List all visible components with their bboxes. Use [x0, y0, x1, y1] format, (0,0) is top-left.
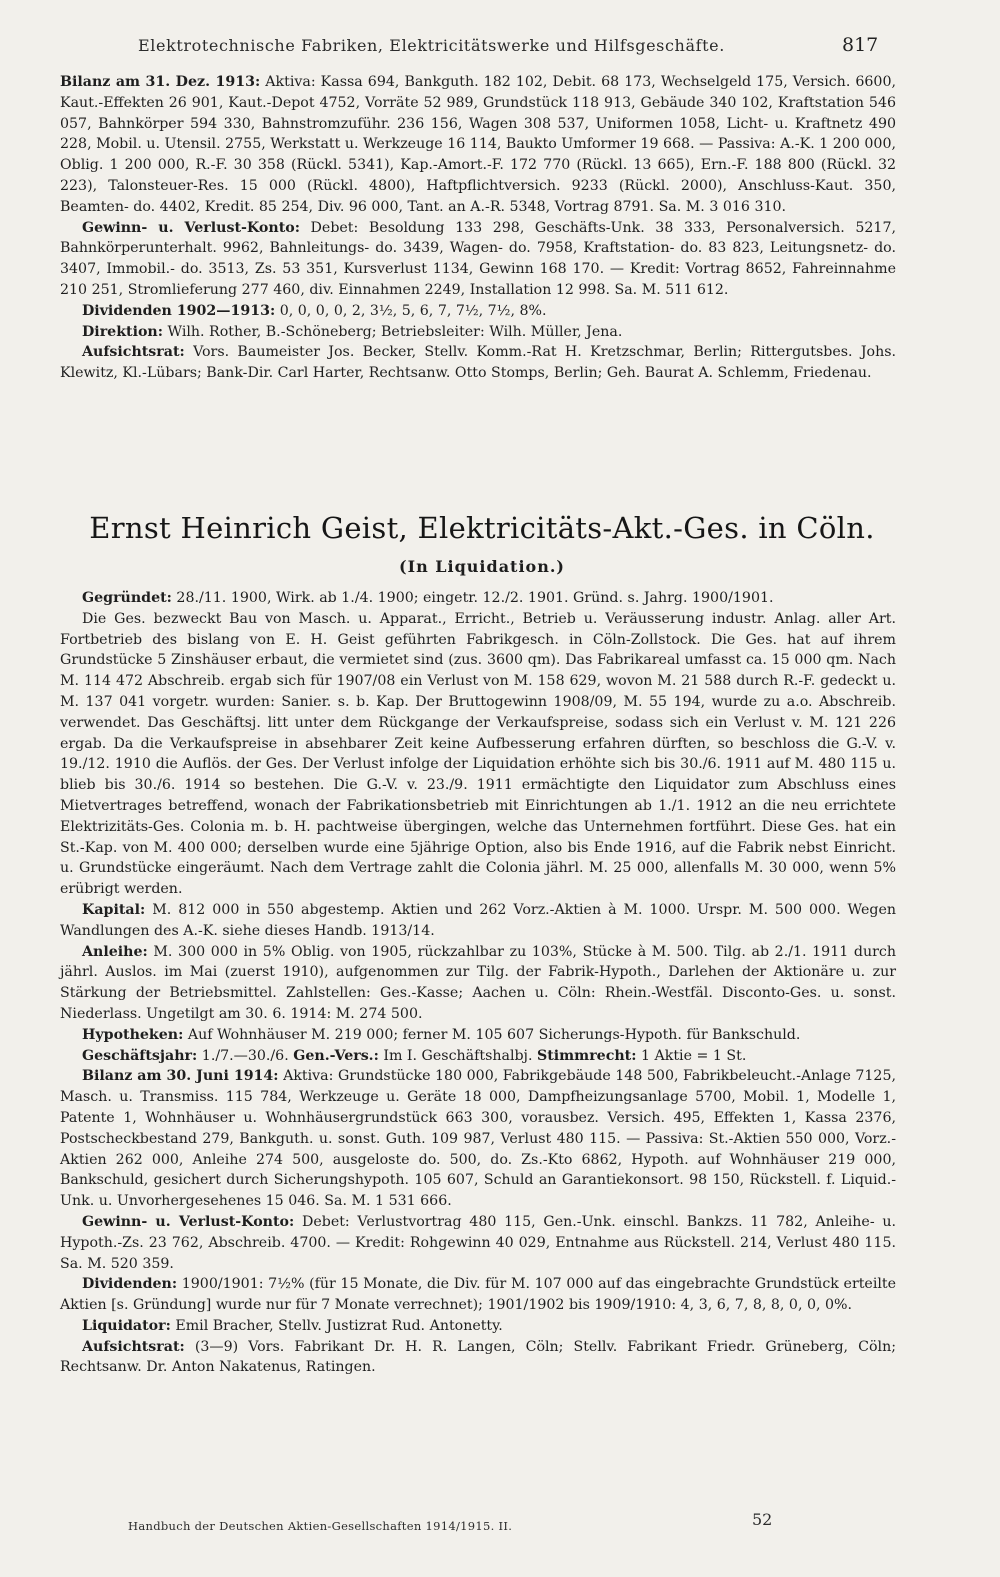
gewinn-1914-lead: Gewinn- u. Verlust-Konto: — [82, 1213, 295, 1230]
company-section — [60, 588, 896, 1378]
geschaeftsjahr-text: 1./7.—30./6. — [197, 1047, 294, 1064]
genvers-lead: Gen.-Vers.: — [293, 1047, 379, 1064]
gewinn-1913-text: Debet: Besoldung 133 298, Geschäfts-Unk. 38 333, Personalversich. 5217, Bahnkörperunterhalt. 9962, Bahnleitungs- do. 3439, Wagen- do. 7958, Kraftstation- do. 83 823, Leitungsnetz- do. 3407, Immobil.- do. 3513, Zs. 53 351, Kursverlust 1134, Gewinn 168 170. — Kredit: Vortrag 8652, Fahreinnahme 210 251, Stromlieferung 277 460, div. Einnahmen 2249, Installation 12 998. Sa. M. 511 612. — [60, 219, 896, 298]
aufsichtsrat-2-paragraph — [60, 1337, 896, 1379]
dividenden-lead: Dividenden: — [82, 1276, 178, 1293]
dividenden-1902-lead: Dividenden 1902—1913: — [82, 302, 276, 319]
sheet-number: 52 — [752, 1510, 773, 1529]
bilanz-1913-text: Aktiva: Kassa 694, Bankguth. 182 102, Debit. 68 173, Wechselgeld 175, Versich. 6600, Kaut.-Effekten 26 901, Kaut.-Depot 4752, Vorräte 52 989, Grundstück 118 913, Gebäude 340 102, Kraftstation 546 057, Bahnkörper 594 330, Bahnstromzuführ. 236 156, Wagen 308 537, Uniformen 1058, Licht- u. Kraftnetz 490 228, Mobil. u. Utensil. 2755, Werkstatt u. Werkzeuge 16 114, Baukto Umformer 19 668. — Passiva: A.-K. 1 200 000, Oblig. 1 200 000, R.-F. 30 358 (Rückl. 5341), Kap.-Amort.-F. 172 770 (Rückl. 13 665), Ern.-F. 188 800 (Rückl. 32 223), Talonsteuer-Res. 15 000 (Rückl. 4800), Haftpflichtversich. 9233 (Rückl. 2000), Anschluss-Kaut. 350, Beamten- do. 4402, Kredit. 85 254, Div. 96 000, Tant. an A.-R. 5348, Vortrag 8791. Sa. M. 3 016 310. — [60, 74, 896, 215]
liquidator-lead: Liquidator: — [82, 1317, 171, 1334]
company-heading: Ernst Heinrich Geist, Elektricitäts-Akt.-Ges. in Cöln. — [89, 511, 875, 545]
stimmrecht-lead: Stimmrecht: — [536, 1047, 637, 1064]
bilanz-1914-lead: Bilanz am 30. Juni 1914: — [82, 1068, 279, 1085]
genvers-text: Im I. Geschäftshalbj. — [378, 1047, 537, 1064]
running-title: Elektrotechnische Fabriken, Elektricitätswerke und Hilfsgeschäfte. — [138, 36, 725, 55]
dividenden-text: 1900/1901: 7½% (für 15 Monate, die Div. für M. 107 000 auf das eingebrachte Grundstück erteilte Aktien [s. Gründung] wurde nur für 7 Monate verrechnet); 1901/1902 bis 1909/1910: 4, 3, 6, 7, 8, 8, 0, 0, 0%. — [60, 1276, 896, 1314]
gewinn-1914-text: Debet: Verlustvortrag 480 115, Gen.-Unk. einschl. Bankzs. 11 782, Anleihe- u. Hypoth.-Zs. 23 762, Abschreib. 4700. — Kredit: Rohgewinn 40 029, Entnahme aus Rückstell. 214, Verlust 480 115. Sa. M. 520 359. — [60, 1213, 896, 1272]
bilanz-1913-paragraph — [60, 72, 896, 218]
gewinn-1913-paragraph — [60, 218, 896, 301]
zweck-paragraph: Die Ges. bezweckt Bau von Masch. u. Apparat., Erricht., Betrieb u. Veräusserung industr. Anlag. aller Art. Fortbetrieb des bislang von E. H. Geist geführten Fabrikgesch. in Cöln-Zollstock. Die Ges. hat auf ihrem Grundstücke 5 Zinshäuser erbaut, die vermietet sind (zus. 3600 qm). Das Fabrikareal umfasst ca. 15 000 qm. Nach M. 114 472 Abschreib. ergab sich für 1907/08 ein Verlust von M. 158 629, wovon M. 21 588 durch R.-F. gedeckt u. M. 137 041 vorgetr. wurden: Sanier. s. b. Kap. Der Bruttogewinn 1908/09, M. 55 194, wurde zu a.o. Abschreib. verwendet. Das Geschäftsj. litt unter dem Rückgange der Verkaufspreise, sodass sich ein Verlust v. M. 121 226 ergab. Da die Verkaufspreise in absehbarer Zeit keine Aufbesserung erfahren dürften, so beschloss die G.-V. v. 19./12. 1910 die Auflös. der Ges. Der Verlust infolge der Liquidation erhöhte sich bis 30./6. 1911 auf M. 480 115 u. blieb bis 30./6. 1914 so bestehen. Die G.-V. v. 23./9. 1911 ermächtigte den Liquidator zum Abschluss eines Mietvertrages betreffend, wonach der Fabrikationsbetrieb mit Einrichtungen ab 1./1. 1912 an die neu errichtete Elektrizitäts-Ges. Colonia m. b. H. pachtweise übergingen, welche das Unternehmen fortführt. Diese Ges. hat ein St.-Kap. von M. 400 000; derselben wurde eine 5jährige Option, also bis Ende 1916, auf die Fabrik nebst Einricht. u. Grundstücke eingeräumt. Nach dem Vertrage zahlt die Colonia jährl. M. 25 000, allenfalls M. 30 000, wenn 5% erübrigt werden. — [60, 610, 896, 898]
aufsichtsrat-1-paragraph — [60, 342, 896, 384]
bilanz-1913-lead: Bilanz am 31. Dez. 1913: — [60, 74, 261, 90]
dividenden-paragraph — [60, 1274, 896, 1316]
direktion-text: Wilh. Rother, B.-Schöneberg; Betriebsleiter: Wilh. Müller, Jena. — [162, 323, 623, 340]
direktion-paragraph — [60, 322, 896, 343]
direktion-lead: Direktion: — [82, 323, 163, 340]
gewinn-1914-paragraph — [60, 1212, 896, 1274]
hypotheken-paragraph — [60, 1025, 896, 1046]
bilanz-1914-paragraph — [60, 1066, 896, 1212]
kapital-text: M. 812 000 in 550 abgestemp. Aktien und 262 Vorz.-Aktien à M. 1000. Urspr. M. 500 000. Wegen Wandlungen des A.-K. siehe dieses Handb. 1913/14. — [60, 901, 896, 939]
hypotheken-lead: Hypotheken: — [82, 1026, 184, 1043]
dividenden-1902-text: 0, 0, 0, 0, 2, 3½, 5, 6, 7, 7½, 7½, 8%. — [275, 302, 547, 319]
hypotheken-text: Auf Wohnhäuser M. 219 000; ferner M. 105 607 Sicherungs-Hypoth. für Bankschuld. — [183, 1026, 801, 1043]
liquidator-text: Emil Bracher, Stellv. Justizrat Rud. Antonetty. — [170, 1317, 503, 1334]
aufsichtsrat-1-text: Vors. Baumeister Jos. Becker, Stellv. Komm.-Rat H. Kretzschmar, Berlin; Rittergutsbes. Johs. Klewitz, Kl.-Lübars; Bank-Dir. Carl Harter, Rechtsanw. Otto Stomps, Berlin; Geh. Baurat A. Schlemm, Friedenau. — [60, 344, 896, 382]
book-title-footer: Handbuch der Deutschen Aktien-Gesellschaften 1914/1915. II. — [128, 1519, 513, 1533]
company-status: (In Liquidation.) — [399, 557, 565, 576]
anleihe-paragraph — [60, 942, 896, 1025]
previous-company-section — [60, 72, 896, 384]
gewinn-1913-lead: Gewinn- u. Verlust-Konto: — [82, 219, 300, 236]
liquidator-paragraph — [60, 1316, 896, 1337]
geschaeftsjahr-paragraph — [60, 1046, 896, 1067]
gegruendet-paragraph — [60, 588, 896, 609]
kapital-paragraph — [60, 900, 896, 942]
gegruendet-text: 28./11. 1900, Wirk. ab 1./4. 1900; eingetr. 12./2. 1901. Gründ. s. Jahrg. 1900/1901. — [171, 590, 774, 606]
geschaeftsjahr-lead: Geschäftsjahr: — [82, 1047, 198, 1064]
stimmrecht-text: 1 Aktie = 1 St. — [636, 1047, 747, 1064]
kapital-lead: Kapital: — [82, 901, 146, 918]
aufsichtsrat-2-text: (3—9) Vors. Fabrikant Dr. H. R. Langen, Cöln; Stellv. Fabrikant Friedr. Grüneberg, Cöln; Rechtsanw. Dr. Anton Nakatenus, Ratingen. — [60, 1338, 896, 1376]
aufsichtsrat-2-lead: Aufsichtsrat: — [82, 1338, 185, 1355]
anleihe-lead: Anleihe: — [82, 943, 148, 960]
page-number: 817 — [842, 34, 879, 56]
aufsichtsrat-1-lead: Aufsichtsrat: — [82, 344, 185, 361]
page-header — [0, 32, 1000, 62]
anleihe-text: M. 300 000 in 5% Oblig. von 1905, rückzahlbar zu 103%, Stücke à M. 500. Tilg. ab 2./1. 1911 durch jährl. Auslos. im Mai (zuerst 1910), aufgenommen zur Tilg. der Fabrik-Hypoth., Darlehen der Aktionäre u. zur Stärkung der Betriebsmittel. Zahlstellen: Ges.-Kasse; Aachen u. Cöln: Rhein.-Westfäl. Disconto-Ges. u. sonst. Niederlass. Ungetilgt am 30. 6. 1914: M. 274 500. — [60, 943, 896, 1022]
dividenden-1902-paragraph — [60, 301, 896, 322]
gegruendet-lead: Gegründet: — [82, 590, 172, 606]
bilanz-1914-text: Aktiva: Grundstücke 180 000, Fabrikgebäude 148 500, Fabrikbeleucht.-Anlage 7125, Masch. u. Transmiss. 115 784, Werkzeuge u. Geräte 18 000, Dampfheizungsanlage 5700, Mobil. 1, Modelle 1, Patente 1, Wohnhäuser u. Wohnhäusergrundstück 663 300, vorausbez. Versich. 495, Effekten 1, Kassa 2376, Postscheckbestand 279, Bankguth. u. sonst. Guth. 109 987, Verlust 480 115. — Passiva: St.-Aktien 550 000, Vorz.-Aktien 262 000, Anleihe 274 500, ausgeloste do. 500, do. Zs.-Kto 6862, Hypoth. auf Wohnhäuser 219 000, Bankschuld, gesichert durch Sicherungshypoth. 105 607, Schuld an Garantiekonsort. 98 150, Rückstell. f. Liquid.-Unk. u. Unvorhergesehenes 15 046. Sa. M. 1 531 666. — [60, 1068, 896, 1210]
